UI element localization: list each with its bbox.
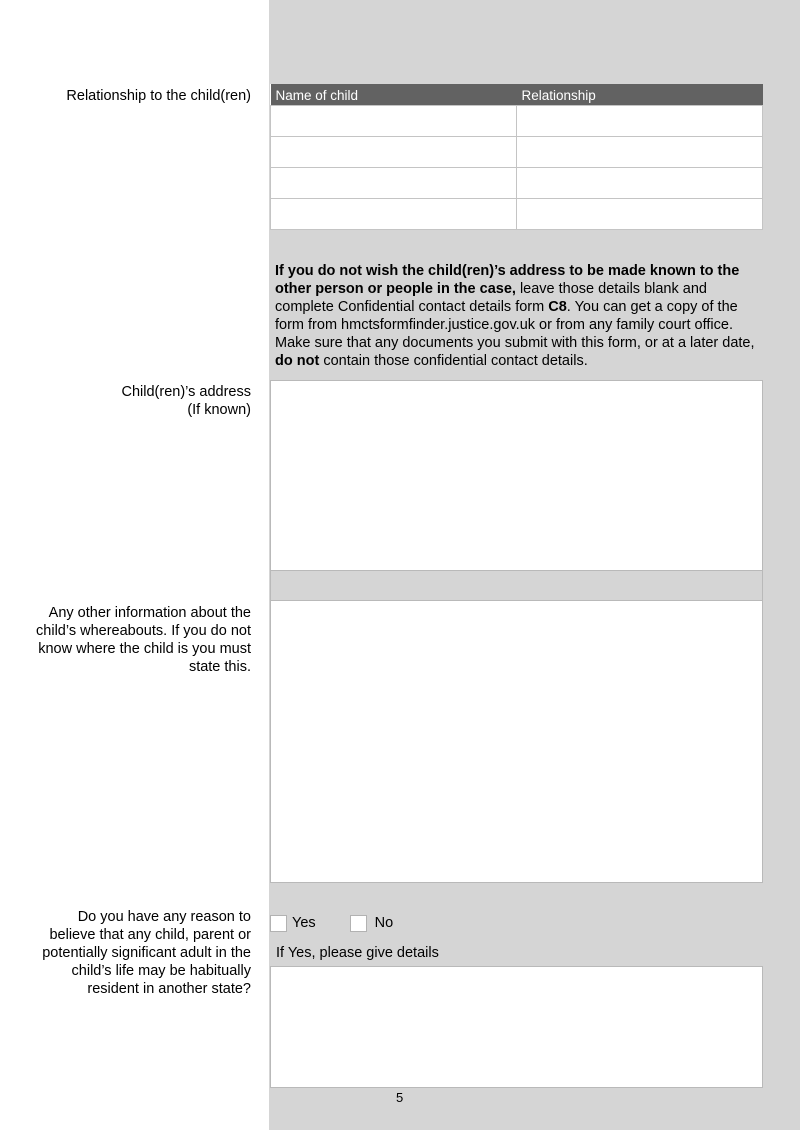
whereabouts-label: Any other information about the child’s whereabouts. If you do not know where the child is you must state this. — [36, 605, 251, 675]
table-row — [271, 137, 763, 168]
page-number: 5 — [396, 1090, 404, 1105]
column-header-name-of-child: Name of child — [271, 84, 517, 106]
field-separator — [270, 571, 763, 601]
confidentiality-notice — [275, 262, 760, 370]
table-header-row — [271, 84, 763, 106]
address-label-line2: (If known) — [187, 402, 251, 418]
notice-text-2: . You can get a copy of the form from hmctsformfinder.justice.gov.uk or from any family court office. Make sure that any documents you submit with this form, or at a later date, — [275, 299, 755, 351]
relationship-cell[interactable] — [517, 137, 763, 168]
relationship-cell[interactable] — [517, 199, 763, 230]
notice-do-not: do not — [275, 353, 320, 369]
address-field[interactable] — [270, 380, 763, 571]
table-row — [271, 199, 763, 230]
notice-text-1: leave those details blank and complete Confidential contact details form — [275, 281, 707, 315]
habitual-residence-label: Do you have any reason to believe that any child, parent or potentially significant adult in the child’s life may be habitually resident in another state? — [42, 909, 251, 997]
table-row — [271, 168, 763, 199]
whereabouts-field[interactable] — [270, 600, 763, 883]
habitual-residence-details-field[interactable] — [270, 966, 763, 1088]
table-row — [271, 106, 763, 137]
relationship-table — [270, 84, 763, 230]
relationship-label: Relationship to the child(ren) — [66, 88, 251, 104]
details-label: If Yes, please give details — [276, 945, 439, 961]
relationship-cell[interactable] — [517, 168, 763, 199]
notice-text-3: contain those confidential contact details. — [319, 353, 588, 369]
child-name-cell[interactable] — [271, 137, 517, 168]
no-label: No — [374, 915, 394, 931]
child-name-cell[interactable] — [271, 168, 517, 199]
relationship-cell[interactable] — [517, 106, 763, 137]
address-label — [11, 383, 251, 419]
yes-no-options — [270, 913, 393, 933]
column-header-relationship: Relationship — [517, 84, 763, 106]
address-label-line1: Child(ren)’s address — [121, 384, 251, 400]
child-name-cell[interactable] — [271, 199, 517, 230]
no-checkbox[interactable] — [350, 915, 367, 932]
notice-form-code: C8 — [548, 299, 567, 315]
yes-checkbox[interactable] — [270, 915, 287, 932]
child-name-cell[interactable] — [271, 106, 517, 137]
notice-bold-intro: If you do not wish the child(ren)’s address to be made known to the other person or people in the case, — [275, 263, 740, 297]
yes-label: Yes — [292, 915, 316, 931]
